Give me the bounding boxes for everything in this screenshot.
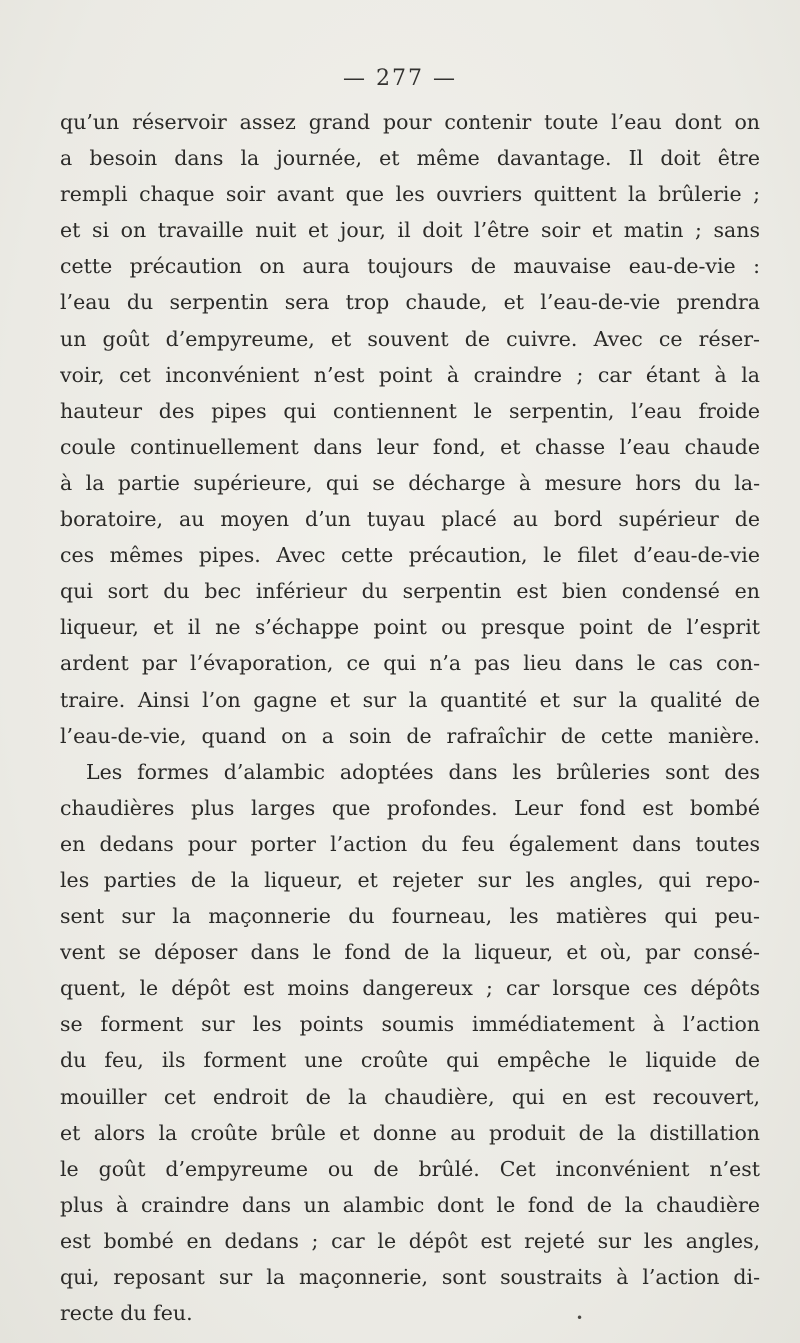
text-line: est bombé en dedans ; car le dépôt est rejeté sur les angles, [60, 1228, 760, 1253]
text-line: qu’un réservoir assez grand pour contenir toute l’eau dont on [60, 110, 760, 134]
text-line: ces mêmes pipes. Avec cette précaution, le filet d’eau-de-vie [60, 543, 760, 568]
text-line: qui, reposant sur la maçonnerie, sont soustraits à l’action di- [60, 1265, 760, 1289]
text-line: à la partie supérieure, qui se décharge à mesure hors du la- [60, 470, 760, 495]
text-line: rempli chaque soir avant que les ouvriers quittent la brûlerie ; [60, 182, 760, 207]
paragraph-start-line: Les formes d’alambic adoptées dans les brûleries sont des [86, 759, 760, 784]
text-line: qui sort du bec inférieur du serpentin est bien condensé en [60, 579, 760, 604]
text-line: plus à craindre dans un alambic dont le fond de la chaudière [60, 1192, 760, 1217]
text-line: mouiller cet endroit de la chaudière, qui en est recouvert, [60, 1084, 760, 1109]
text-line: a besoin dans la journée, et même davantage. Il doit être [60, 146, 760, 171]
text-line: chaudières plus larges que profondes. Leur fond est bombé [60, 795, 760, 820]
text-line: du feu, ils forment une croûte qui empêche le liquide de [60, 1048, 760, 1073]
body-text [60, 104, 760, 1331]
text-line: les parties de la liqueur, et rejeter sur les angles, qui repo- [60, 867, 760, 892]
text-line: quent, le dépôt est moins dangereux ; car lorsque ces dépôts [60, 976, 760, 1001]
text-line: et alors la croûte brûle et donne au produit de la distillation [60, 1120, 760, 1145]
text-line: hauteur des pipes qui contiennent le serpentin, l’eau froide [60, 398, 760, 423]
page-number: — 277 — [343, 66, 457, 91]
text-line-last: recte du feu. [60, 1301, 193, 1326]
text-line: un goût d’empyreume, et souvent de cuivre. Avec ce réser- [60, 326, 760, 351]
text-line: l’eau du serpentin sera trop chaude, et l’eau-de-vie prendra [60, 290, 760, 315]
text-line: ardent par l’évaporation, ce qui n’a pas lieu dans le cas con- [60, 651, 760, 676]
text-line: liqueur, et il ne s’échappe point ou presque point de l’esprit [60, 615, 760, 640]
text-line: vent se déposer dans le fond de la liqueur, et où, par consé- [60, 940, 760, 965]
text-line: sent sur la maçonnerie du fourneau, les matières qui peu- [60, 904, 760, 929]
text-line: traire. Ainsi l’on gagne et sur la quantité et sur la qualité de [60, 687, 760, 712]
text-line: se forment sur les points soumis immédiatement à l’action [60, 1012, 760, 1037]
text-line: et si on travaille nuit et jour, il doit l’être soir et matin ; sans [60, 218, 760, 243]
text-line: en dedans pour porter l’action du feu également dans toutes [60, 831, 760, 856]
footer-mark: • [576, 1311, 584, 1325]
text-line: boratoire, au moyen d’un tuyau placé au bord supérieur de [60, 507, 760, 532]
text-line: coule continuellement dans leur fond, et chasse l’eau chaude [60, 434, 760, 459]
text-line: le goût d’empyreume ou de brûlé. Cet inconvénient n’est [60, 1156, 760, 1181]
text-line: cette précaution on aura toujours de mauvaise eau-de-vie : [60, 254, 760, 279]
text-line: l’eau-de-vie, quand on a soin de rafraîchir de cette manière. [60, 723, 760, 748]
text-line: voir, cet inconvénient n’est point à craindre ; car étant à la [60, 362, 760, 387]
